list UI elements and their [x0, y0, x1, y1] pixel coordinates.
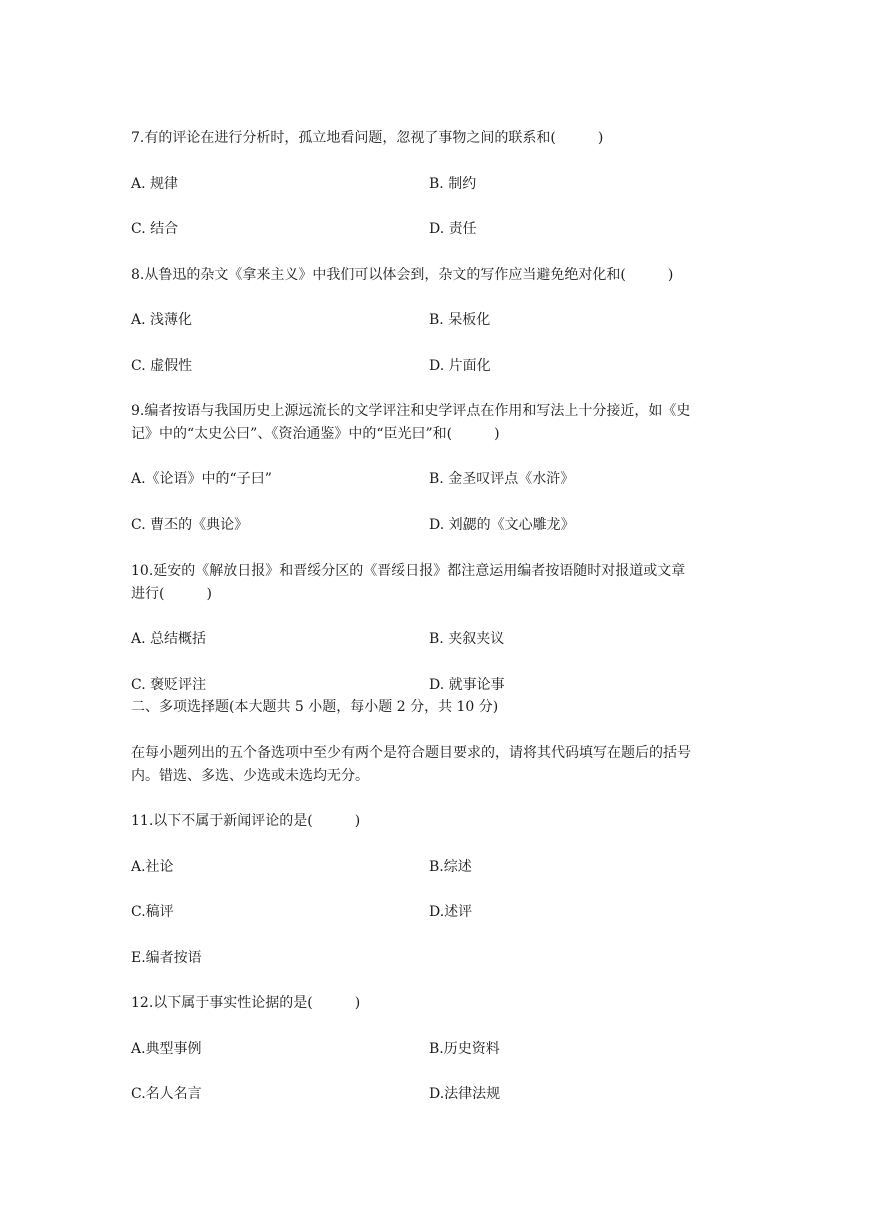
question-12-option-c: C.名人名言 [131, 1086, 202, 1102]
question-10-option-a: A. 总结概括 [131, 631, 207, 647]
question-12-option-b: B.历史资料 [429, 1041, 500, 1057]
question-11-option-e: E.编者按语 [131, 950, 202, 966]
question-10-option-d: D. 就事论事 [429, 677, 505, 693]
question-8-option-c: C. 虚假性 [131, 358, 193, 374]
question-11-option-a: A.社论 [131, 859, 174, 875]
question-8-stem: 8.从鲁迅的杂文《拿来主义》中我们可以体会到，杂文的写作应当避免绝对化和( ) [131, 267, 674, 283]
question-11-stem: 11.以下不属于新闻评论的是( ) [131, 813, 361, 829]
question-10-stem-line1: 10.延安的《解放日报》和晋绥分区的《晋绥日报》都注意运用编者按语随时对报道或文章 [131, 563, 686, 579]
section-2-instruction-line2: 内。错选、多选、少选或未选均无分。 [131, 768, 369, 784]
question-9-option-b: B. 金圣叹评点《水浒》 [429, 471, 575, 487]
question-7-stem: 7.有的评论在进行分析时，孤立地看问题，忽视了事物之间的联系和( ) [131, 130, 604, 146]
question-10-option-b: B. 夹叙夹议 [429, 631, 505, 647]
question-8-option-a: A. 浅薄化 [131, 312, 193, 328]
section-2-instruction-line1: 在每小题列出的五个备选项中至少有两个是符合题目要求的，请将其代码填写在题后的括号 [131, 745, 691, 761]
question-7-option-c: C. 结合 [131, 221, 179, 237]
question-9-option-a: A.《论语》中的“子曰” [131, 471, 272, 487]
question-10-option-c: C. 褒贬评注 [131, 677, 207, 693]
question-9-option-d: D. 刘勰的《文心雕龙》 [429, 517, 575, 533]
question-9-option-c: C. 曹丕的《典论》 [131, 517, 249, 533]
question-12-option-d: D.法律法规 [429, 1086, 501, 1102]
question-7-option-d: D. 责任 [429, 221, 477, 237]
question-8-option-d: D. 片面化 [429, 358, 491, 374]
question-12-option-a: A.典型事例 [131, 1041, 202, 1057]
question-9-stem-line2: 记》中的“太史公曰”、《资治通鉴》中的“臣光曰”和( ) [131, 426, 500, 442]
question-7-option-a: A. 规律 [131, 176, 179, 192]
question-10-stem-line2: 进行( ) [131, 586, 212, 602]
question-7-option-b: B. 制约 [429, 176, 477, 192]
question-11-option-b: B.综述 [429, 859, 472, 875]
question-9-stem-line1: 9.编者按语与我国历史上源远流长的文学评注和史学评点在作用和写法上十分接近，如《史 [131, 403, 691, 419]
question-11-option-d: D.述评 [429, 904, 473, 920]
question-11-option-c: C.稿评 [131, 904, 174, 920]
question-8-option-b: B. 呆板化 [429, 312, 491, 328]
question-12-stem: 12.以下属于事实性论据的是( ) [131, 995, 361, 1011]
section-2-heading: 二、多项选择题(本大题共 5 小题，每小题 2 分，共 10 分) [131, 699, 499, 715]
